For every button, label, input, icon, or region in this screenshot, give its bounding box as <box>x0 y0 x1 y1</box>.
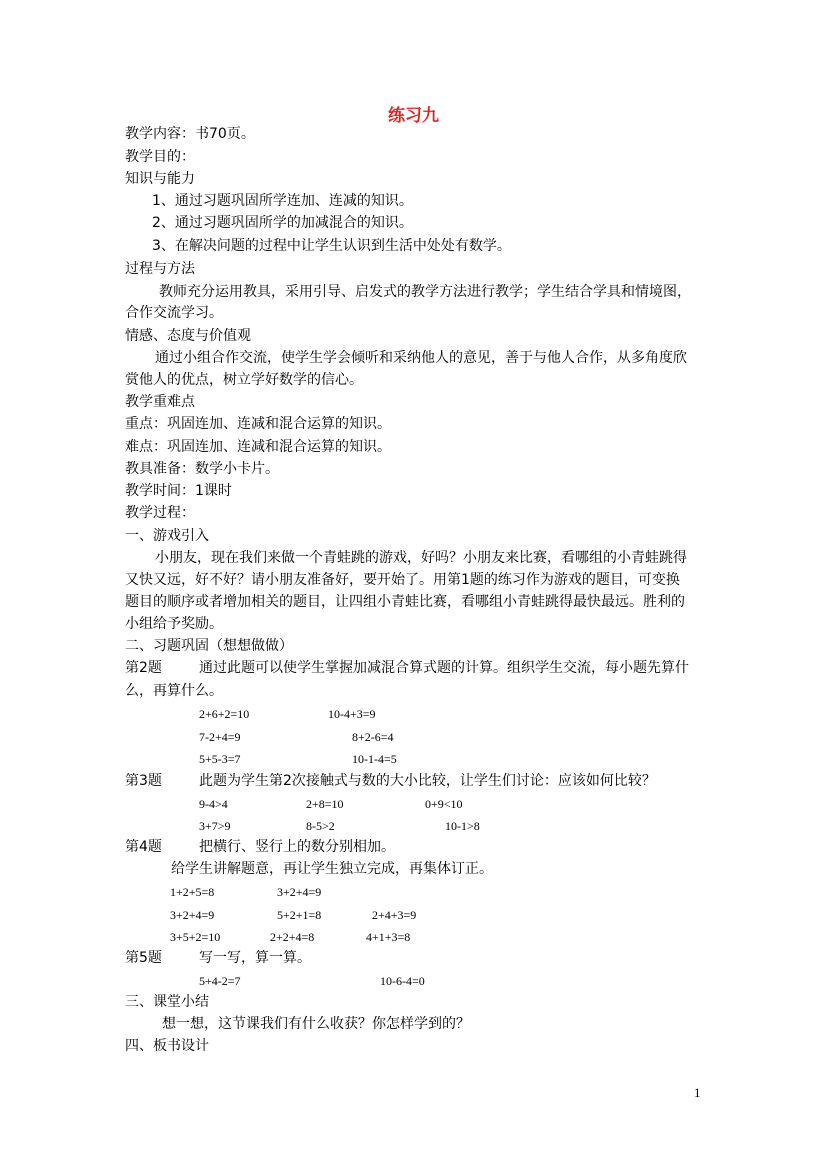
exercise-3-text: 此题为学生第2次接触式与数的大小比较，让学生们讨论：应该如何比较？ <box>199 773 656 789</box>
section-1-text-3: 题目的顺序或者增加相关的题目，让四组小青蛙比赛，看哪组小青蛙跳得最快最远。胜利的 <box>125 594 685 610</box>
section-3-heading: 三、课堂小结 <box>125 994 209 1010</box>
process-heading: 过程与方法 <box>125 261 195 277</box>
goal-item-2: 2、通过习题巩固所学的加减混合的知识。 <box>152 215 413 231</box>
equation: 10-4+3=9 <box>328 707 376 721</box>
equation: 7-2+4=9 <box>199 730 241 744</box>
values-text-2: 赏他人的优点，树立学好数学的信心。 <box>125 372 363 388</box>
equation: 10-1-4=5 <box>352 752 397 766</box>
equation: 2+8=10 <box>306 797 344 811</box>
equation: 4+1+3=8 <box>366 930 411 944</box>
exercise-2-text-1: 通过此题可以使学生掌握加减混合算式题的计算。组织学生交流，每小题先算什 <box>199 660 689 676</box>
equation: 1+2+5=8 <box>170 885 215 899</box>
section-1-text-1: 小朋友，现在我们来做一个青蛙跳的游戏，好吗？小朋友来比赛，看哪组的小青蛙跳得 <box>155 550 687 566</box>
key-points-heading: 教学重难点 <box>125 394 195 410</box>
values-heading: 情感、态度与价值观 <box>125 328 251 344</box>
exercise-4-text-2: 给学生讲解题意，再让学生独立完成，再集体订正。 <box>171 861 493 877</box>
equation: 3+5+2=10 <box>170 930 221 944</box>
teaching-process-heading: 教学过程： <box>125 505 195 521</box>
equation: 2+4+3=9 <box>372 908 417 922</box>
equation: 2+6+2=10 <box>199 707 250 721</box>
section-1-heading: 一、游戏引入 <box>125 528 209 544</box>
difficult-point: 难点：巩固连加、连减和混合运算的知识。 <box>125 439 391 455</box>
page-title: 练习九 <box>388 106 439 126</box>
equation: 5+4-2=7 <box>199 974 241 988</box>
process-text-1: 教师充分运用教具，采用引导、启发式的教学方法进行教学；学生结合学具和情境图， <box>159 284 691 300</box>
teaching-time: 教学时间：1课时 <box>125 483 232 499</box>
section-1-text-4: 小组给予奖励。 <box>125 616 223 632</box>
equation: 5+5-3=7 <box>199 752 241 766</box>
equation: 0+9<10 <box>425 797 463 811</box>
exercise-4-label: 第4题 <box>125 839 162 855</box>
equation: 10-6-4=0 <box>380 974 425 988</box>
equation: 8-5>2 <box>306 819 335 833</box>
page-number: 1 <box>694 1085 701 1100</box>
teaching-goal-heading: 教学目的： <box>125 149 195 165</box>
goal-item-1: 1、通过习题巩固所学连加、连减的知识。 <box>152 193 413 209</box>
equation: 3+7>9 <box>199 819 231 833</box>
section-3-text: 想一想，这节课我们有什么收获？你怎样学到的？ <box>162 1016 470 1032</box>
section-4-heading: 四、板书设计 <box>125 1038 209 1054</box>
goal-item-3: 3、在解决问题的过程中让学生认识到生活中处处有数学。 <box>152 238 511 254</box>
key-point: 重点：巩固连加、连减和混合运算的知识。 <box>125 416 391 432</box>
exercise-2-label: 第2题 <box>125 660 162 676</box>
teaching-content: 教学内容：书70页。 <box>125 126 255 142</box>
equation: 10-1>8 <box>445 819 480 833</box>
exercise-2-text-2: 么，再算什么。 <box>125 683 223 699</box>
exercise-3-label: 第3题 <box>125 773 162 789</box>
exercise-4-text-1: 把横行、竖行上的数分别相加。 <box>199 839 395 855</box>
equation: 3+2+4=9 <box>170 908 215 922</box>
equation: 2+2+4=8 <box>270 930 315 944</box>
equation: 9-4>4 <box>199 797 228 811</box>
equation: 8+2-6=4 <box>352 730 394 744</box>
knowledge-heading: 知识与能力 <box>125 171 195 187</box>
values-text-1: 通过小组合作交流，使学生学会倾听和采纳他人的意见，善于与他人合作，从多角度欣 <box>155 350 687 366</box>
teaching-aids: 教具准备：数学小卡片。 <box>125 461 279 477</box>
section-2-heading: 二、习题巩固（想想做做） <box>125 638 293 654</box>
exercise-5-text: 写一写，算一算。 <box>199 950 311 966</box>
process-text-2: 合作交流学习。 <box>125 305 223 321</box>
section-1-text-2: 又快又远，好不好？请小朋友准备好，要开始了。用第1题的练习作为游戏的题目，可变换 <box>125 572 680 588</box>
equation: 5+2+1=8 <box>277 908 322 922</box>
equation: 3+2+4=9 <box>277 885 322 899</box>
exercise-5-label: 第5题 <box>125 950 162 966</box>
